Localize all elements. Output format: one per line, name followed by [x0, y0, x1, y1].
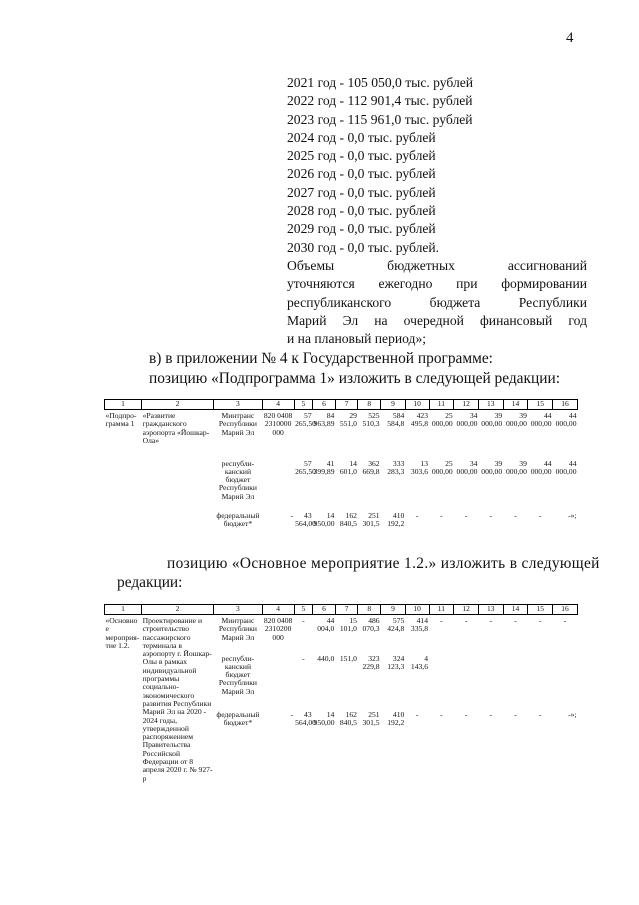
cell-value: 151,0 — [339, 653, 357, 663]
cell-value: 25 000,00 — [431, 458, 453, 476]
column-header: 11 — [429, 605, 454, 615]
budget-block — [287, 74, 587, 348]
cell-value: - — [440, 510, 443, 520]
budget-line: 2027 год - 0,0 тыс. рублей — [287, 184, 436, 200]
cell-value: 39 000,00 — [505, 458, 527, 476]
cell-value: 14 950,00 — [313, 510, 335, 528]
cell-value: 162 840,5 — [339, 510, 357, 528]
cell-executor: республи-канский бюджет Республики Марий Эл — [218, 458, 257, 501]
cell-value: 39 000,00 — [505, 411, 527, 429]
cell-value: 44 000,00 — [530, 458, 552, 476]
table-subprogram-1 — [104, 399, 578, 528]
paragraph-c-2: редакции: — [117, 574, 183, 591]
column-header: 3 — [214, 400, 262, 410]
cell-kbk — [262, 460, 294, 512]
cell-value: 14 601,0 — [339, 458, 357, 476]
cell-value: 44 000,00 — [555, 458, 577, 476]
budget-line: 2028 год - 0,0 тыс. рублей — [287, 203, 436, 219]
cell-value: 4 143,6 — [410, 653, 428, 671]
table-header-row — [105, 605, 578, 615]
table-row — [105, 615, 578, 655]
cell-value — [478, 655, 503, 711]
column-header: 1 — [105, 400, 142, 410]
cell-value: 575 424,8 — [387, 616, 405, 634]
cell-value: - — [514, 616, 517, 625]
cell-value: - — [302, 653, 305, 663]
column-header: 2 — [142, 400, 214, 410]
cell-value: - — [538, 616, 542, 625]
cell-value: 162 840,5 — [339, 709, 357, 727]
cell-kbk: 820 0408 2310000 000 — [263, 411, 293, 437]
cell-value: - — [489, 709, 493, 719]
cell-value: 440,0 — [317, 653, 335, 663]
column-header: 6 — [313, 400, 336, 410]
cell-value: 251 301,5 — [362, 510, 380, 528]
column-header: 5 — [294, 605, 313, 615]
table-row — [105, 410, 578, 460]
paragraph-b: в) в приложении № 4 к Государственной программе: — [149, 350, 493, 367]
cell-value: 34 000,00 — [456, 458, 478, 476]
cell-executor: республи-канский бюджет Республики Марий Эл — [218, 653, 257, 696]
column-header: 10 — [405, 400, 429, 410]
cell-value: - — [290, 709, 294, 719]
cell-value: - — [440, 709, 443, 719]
cell-executor: Минтранс Республики Марий Эл — [218, 616, 257, 642]
column-header: 11 — [429, 400, 454, 410]
column-header: 15 — [528, 400, 553, 410]
column-header: 9 — [381, 605, 406, 615]
column-header: 14 — [503, 400, 528, 410]
cell-executor: федеральный бюджет* — [216, 510, 260, 528]
cell-value: - — [489, 616, 493, 625]
cell-value — [553, 655, 578, 711]
cell-value: 525 510,3 — [362, 411, 380, 429]
cell-value: 39 000,00 — [481, 411, 503, 429]
cell-kbk: 820 0408 2310200 000 — [263, 616, 293, 642]
budget-note-line: и на плановый период»; — [287, 331, 427, 347]
cell-value: - — [538, 510, 542, 520]
column-header: 12 — [454, 400, 479, 410]
cell-value: 41 399,89 — [313, 458, 335, 476]
cell-value: 44 004,0 — [317, 616, 335, 634]
paragraph-c: позицию «Основное мероприятие 1.2.» изложить в следующей — [167, 555, 600, 572]
table-main-event-1-2 — [104, 604, 578, 831]
budget-note-line: республиканского бюджета Республики — [287, 294, 587, 310]
cell-value: 84 963,89 — [313, 411, 335, 429]
cell-value: 414 335,8 — [410, 616, 428, 634]
row-code: «Основное мероприя-тие 1.2. — [105, 616, 140, 650]
column-header: 15 — [528, 605, 553, 615]
column-header: 1 — [105, 605, 142, 615]
cell-value — [429, 655, 454, 711]
cell-executor: Минтранс Республики Марий Эл — [218, 411, 257, 437]
cell-value: 25 000,00 — [431, 411, 453, 429]
cell-kbk — [262, 655, 294, 711]
cell-value: - — [464, 616, 468, 625]
cell-value: - — [464, 510, 468, 520]
cell-value: - — [514, 709, 517, 719]
column-header: 9 — [381, 400, 406, 410]
cell-value: 44 000,00 — [530, 411, 552, 429]
cell-value: - — [290, 510, 294, 520]
cell-value: 39 000,00 — [481, 458, 503, 476]
column-header: 13 — [478, 605, 503, 615]
page-number: 4 — [566, 30, 574, 46]
column-header: 7 — [335, 605, 358, 615]
cell-value: 333 283,3 — [387, 458, 405, 476]
cell-value: 14 950,00 — [313, 709, 335, 727]
column-header: 10 — [405, 605, 429, 615]
budget-note-line: Объемы бюджетных ассигнований — [287, 257, 587, 273]
row-title: Проектирование и строительство пассажирского терминала в аэропорту г. Йошкар-Олы в рамках индивидуальной программы социально-экономического развития Республики Марий Эл на 2020 - 2024 годы, утвержденной распоряжением Правительства Российской Федерации от 8 апреля 2020 г. № 927-р — [142, 616, 213, 783]
cell-value: 34 000,00 — [456, 411, 478, 429]
column-header: 4 — [262, 400, 294, 410]
column-header: 16 — [553, 400, 578, 410]
cell-value: 57 265,50 — [295, 458, 316, 476]
cell-value: -»; — [568, 709, 577, 719]
column-header: 3 — [214, 605, 262, 615]
cell-value — [454, 655, 479, 711]
column-header: 12 — [454, 605, 479, 615]
budget-note-line: уточняются ежегодно при формировании — [287, 276, 587, 292]
budget-line: 2030 год - 0,0 тыс. рублей. — [287, 239, 440, 255]
cell-value: 44 000,00 — [555, 411, 577, 429]
budget-line: 2023 год - 115 961,0 тыс. рублей — [287, 111, 473, 127]
cell-value: - — [489, 510, 493, 520]
cell-value: - — [440, 616, 443, 625]
cell-value: 423 495,8 — [410, 411, 428, 429]
column-header: 2 — [142, 605, 214, 615]
budget-line: 2025 год - 0,0 тыс. рублей — [287, 148, 436, 164]
budget-line: 2029 год - 0,0 тыс. рублей — [287, 221, 436, 237]
cell-value: - — [415, 510, 419, 520]
paragraph-b-2: позицию «Подпрограмма 1» изложить в следующей редакции: — [149, 370, 560, 387]
cell-value: - — [415, 709, 419, 719]
cell-value: 324 123,3 — [387, 653, 405, 671]
cell-value: 13 303,6 — [410, 458, 428, 476]
column-header: 4 — [262, 605, 294, 615]
cell-value: - — [563, 616, 567, 625]
cell-value: 29 551,0 — [339, 411, 357, 429]
row-code: «Подпро-грамма 1 — [105, 411, 137, 429]
cell-value: - — [302, 616, 305, 625]
cell-value: 43 564,00 — [295, 510, 316, 528]
cell-value: - — [514, 510, 517, 520]
cell-value: 486 070,3 — [362, 616, 380, 634]
budget-note-line: Марий Эл на очередной финансовый год — [287, 312, 587, 328]
column-header: 8 — [358, 605, 381, 615]
cell-value: -»; — [568, 510, 577, 520]
cell-value: 15 101,0 — [339, 616, 357, 634]
table-header-row — [105, 400, 578, 410]
budget-line: 2026 год - 0,0 тыс. рублей — [287, 166, 436, 182]
column-header: 7 — [335, 400, 358, 410]
column-header: 8 — [358, 400, 381, 410]
cell-value: 251 301,5 — [362, 709, 380, 727]
budget-line: 2021 год - 105 050,0 тыс. рублей — [287, 75, 474, 90]
row-title: «Развитие гражданского аэропорта «Йошкар-Ола» — [142, 411, 210, 445]
cell-value: 410 192,2 — [387, 709, 405, 727]
cell-value — [528, 655, 553, 711]
cell-executor: федеральный бюджет* — [216, 709, 260, 727]
cell-value: 323 229,8 — [362, 653, 380, 671]
cell-value: 43 564,00 — [295, 709, 316, 727]
column-header: 14 — [503, 605, 528, 615]
cell-value: 57 265,50 — [295, 411, 316, 429]
cell-value: 584 584,8 — [387, 411, 405, 429]
budget-line: 2024 год - 0,0 тыс. рублей — [287, 129, 436, 145]
cell-value: 410 192,2 — [387, 510, 405, 528]
budget-line: 2022 год - 112 901,4 тыс. рублей — [287, 93, 473, 109]
cell-value — [503, 655, 528, 711]
column-header: 5 — [294, 400, 313, 410]
column-header: 13 — [478, 400, 503, 410]
cell-value: 362 669,8 — [362, 458, 380, 476]
cell-value: - — [538, 709, 542, 719]
cell-value: - — [464, 709, 468, 719]
column-header: 16 — [553, 605, 578, 615]
column-header: 6 — [313, 605, 336, 615]
